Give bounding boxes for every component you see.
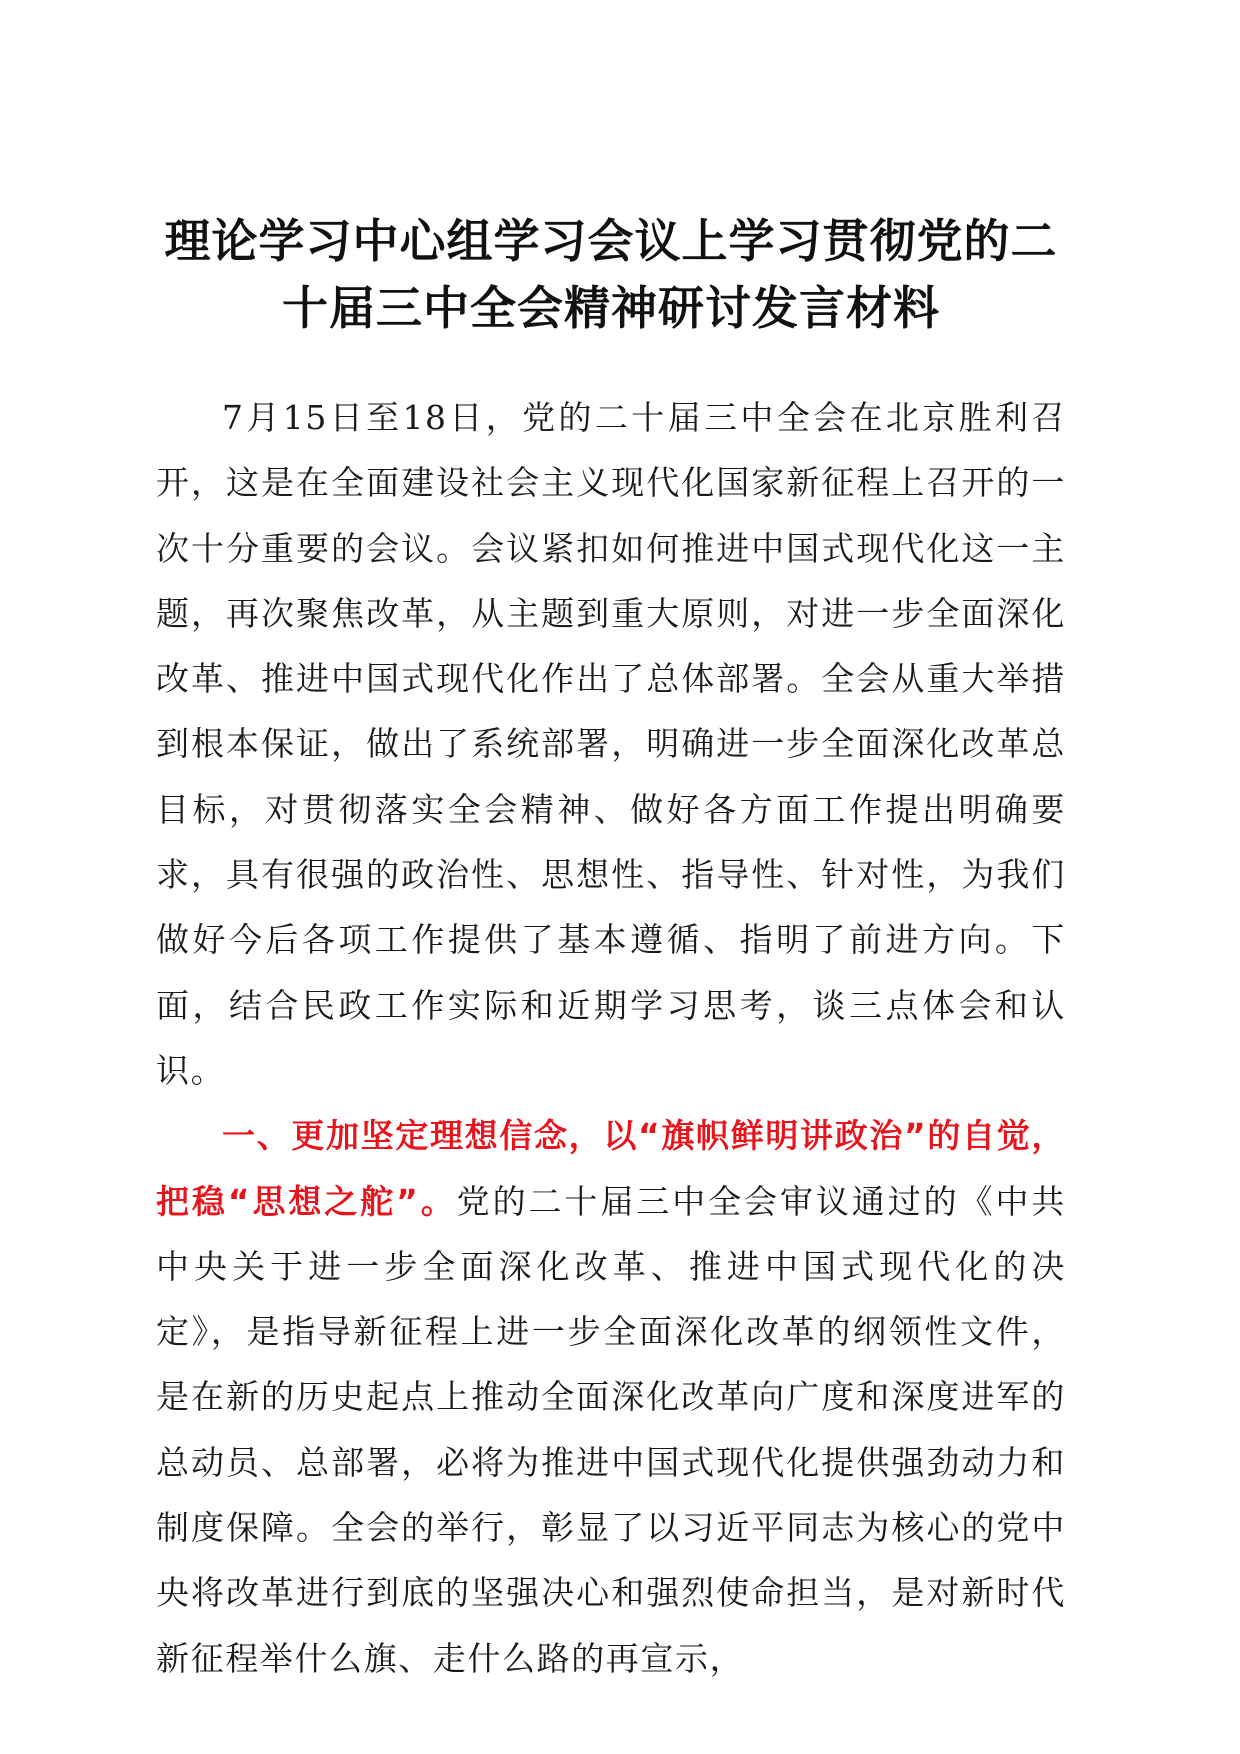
section-one-paragraph: [156, 1103, 1066, 1691]
intro-paragraph: [156, 385, 1066, 1103]
section-one-heading: 一、更加坚定理想信念，以“旗帜鲜明讲政治”的自觉，把稳“思想之舵”。: [156, 1116, 1066, 1221]
document-title: 理论学习中心组学习会议上学习贯彻党的二十届三中全会精神研讨发言材料: [164, 214, 1058, 335]
intro-paragraph-text: 7月15日至18日，党的二十届三中全会在北京胜利召开，这是在全面建设社会主义现代化国家新征程上召开的一次十分重要的会议。会议紧扣如何推进中国式现代化这一主题，再次聚焦改革，从主题到重大原则，对进一步全面深化改革、推进中国式现代化作出了总体部署。全会从重大举措到根本保证，做出了系统部署，明确进一步全面深化改革总目标，对贯彻落实全会精神、做好各方面工作提出明确要求，具有很强的政治性、思想性、指导性、针对性，为我们做好今后各项工作提供了基本遵循、指明了前进方向。下面，结合民政工作实际和近期学习思考，谈三点体会和认识。: [156, 398, 1066, 1090]
document-page: [156, 0, 1066, 1691]
section-one-text: 党的二十届三中全会审议通过的《中共中央关于进一步全面深化改革、推进中国式现代化的决定》，是指导新征程上进一步全面深化改革的纲领性文件，是在新的历史起点上推动全面深化改革向广度和深度进军的总动员、总部署，必将为推进中国式现代化提供强劲动力和制度保障。全会的举行，彰显了以习近平同志为核心的党中央将改革进行到底的坚强决心和强烈使命担当，是对新时代新征程举什么旗、走什么路的再宣示，: [156, 1181, 1067, 1678]
